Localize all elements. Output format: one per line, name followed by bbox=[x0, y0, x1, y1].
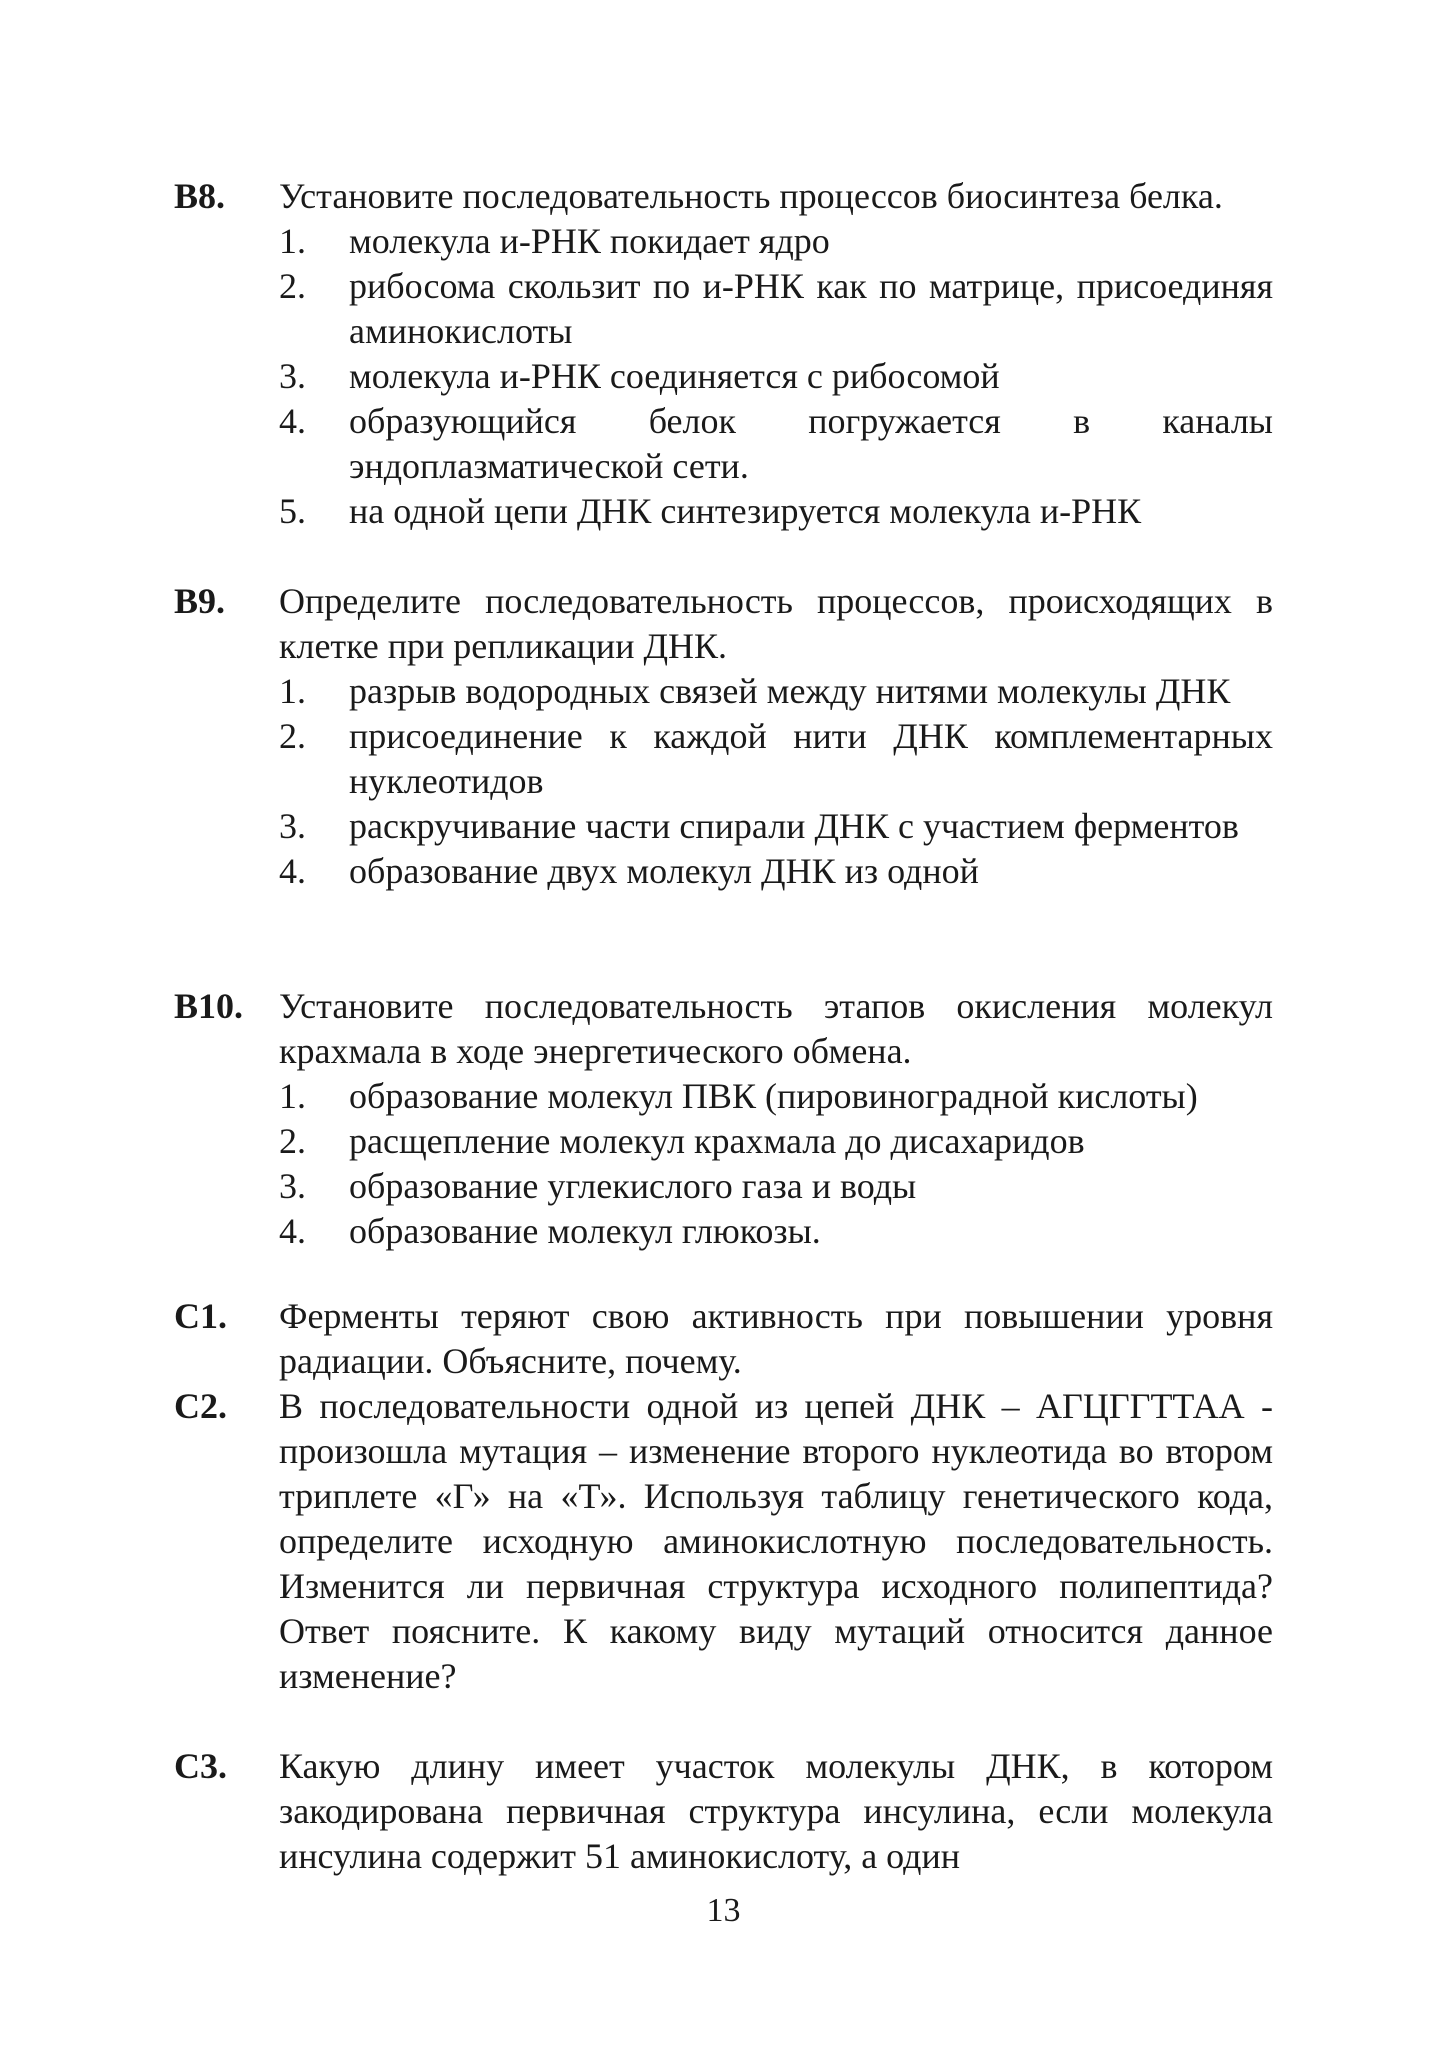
list-item bbox=[279, 354, 1273, 399]
item-number: 3. bbox=[279, 1166, 306, 1206]
item-text: образование молекул ПВК (пировиноградной кислоты) bbox=[349, 1076, 1198, 1116]
item-number: 2. bbox=[279, 266, 306, 306]
question-b10 bbox=[174, 984, 1273, 1254]
item-text: образующийся белок погружается в каналы эндоплазматической сети. bbox=[349, 401, 1273, 486]
question-text: Какую длину имеет участок молекулы ДНК, в котором закодирована первичная структура инсулина, если молекула инсулина содержит 51 аминокислоту, а один bbox=[279, 1746, 1273, 1876]
item-number: 3. bbox=[279, 356, 306, 396]
list-item bbox=[279, 669, 1273, 714]
question-b9 bbox=[174, 579, 1273, 894]
item-number: 5. bbox=[279, 491, 306, 531]
item-text: образование углекислого газа и воды bbox=[349, 1166, 917, 1206]
item-text: образование молекул глюкозы. bbox=[349, 1211, 821, 1251]
list-item bbox=[279, 264, 1273, 354]
item-number: 1. bbox=[279, 221, 306, 261]
question-number: В8. bbox=[174, 176, 226, 216]
list-item bbox=[279, 849, 1273, 894]
question-text: Установите последовательность процессов биосинтеза белка. bbox=[279, 176, 1223, 216]
item-text: разрыв водородных связей между нитями молекулы ДНК bbox=[349, 671, 1231, 711]
question-number: С3. bbox=[174, 1746, 227, 1786]
question-text: Ферменты теряют свою активность при повышении уровня радиации. Объясните, почему. bbox=[279, 1296, 1273, 1381]
item-text: присоединение к каждой нити ДНК комплементарных нуклеотидов bbox=[349, 716, 1273, 801]
item-text: молекула и-РНК соединяется с рибосомой bbox=[349, 356, 1000, 396]
item-number: 3. bbox=[279, 806, 306, 846]
question-c3 bbox=[174, 1744, 1273, 1879]
list-item bbox=[279, 1209, 1273, 1254]
item-text: на одной цепи ДНК синтезируется молекула и-РНК bbox=[349, 491, 1142, 531]
item-text: раскручивание части спирали ДНК с участием ферментов bbox=[349, 806, 1239, 846]
item-number: 1. bbox=[279, 671, 306, 711]
question-number: С2. bbox=[174, 1386, 227, 1426]
list-item bbox=[279, 804, 1273, 849]
item-number: 4. bbox=[279, 1211, 306, 1251]
question-c2 bbox=[174, 1384, 1273, 1699]
list-item bbox=[279, 1164, 1273, 1209]
item-number: 4. bbox=[279, 851, 306, 891]
question-number: В9. bbox=[174, 581, 226, 621]
list-item bbox=[279, 714, 1273, 804]
item-text: образование двух молекул ДНК из одной bbox=[349, 851, 979, 891]
list-item bbox=[279, 1074, 1273, 1119]
item-number: 2. bbox=[279, 1121, 306, 1161]
question-number: С1. bbox=[174, 1296, 227, 1336]
list-item bbox=[279, 1119, 1273, 1164]
item-text: молекула и-РНК покидает ядро bbox=[349, 221, 830, 261]
list-item bbox=[279, 399, 1273, 489]
question-b8 bbox=[174, 174, 1273, 534]
item-number: 1. bbox=[279, 1076, 306, 1116]
page-number: 13 bbox=[706, 1892, 741, 1929]
item-text: рибосома скользит по и-РНК как по матрице, присоединяя аминокислоты bbox=[349, 266, 1273, 351]
list-item bbox=[279, 489, 1273, 534]
question-c1 bbox=[174, 1294, 1273, 1384]
item-text: расщепление молекул крахмала до дисахаридов bbox=[349, 1121, 1085, 1161]
list-item bbox=[279, 219, 1273, 264]
question-text: Установите последовательность этапов окисления молекул крахмала в ходе энергетического обмена. bbox=[279, 986, 1273, 1071]
question-text: В последовательности одной из цепей ДНК – АГЦГГТТАА - произошла мутация – изменение второго нуклеотида во втором триплете «Г» на «Т». Используя таблицу генетического кода, определите исходную аминокислотную последовательность. Изменится ли первичная структура исходного полипептида? Ответ поясните. К какому виду мутаций относится данное изменение? bbox=[279, 1386, 1273, 1696]
item-number: 4. bbox=[279, 401, 306, 441]
question-number: В10. bbox=[174, 986, 244, 1026]
question-text: Определите последовательность процессов, происходящих в клетке при репликации ДНК. bbox=[279, 581, 1273, 666]
item-number: 2. bbox=[279, 716, 306, 756]
